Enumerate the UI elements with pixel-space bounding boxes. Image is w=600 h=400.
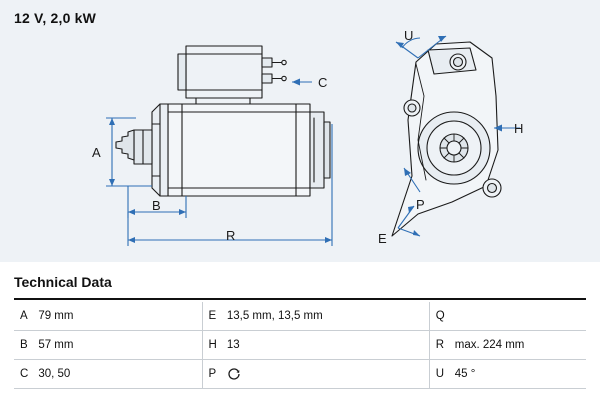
spec-value: 45 ° — [449, 360, 586, 389]
dim-label-C: C — [318, 75, 328, 90]
heading-divider — [14, 298, 586, 300]
spec-key: C — [14, 360, 32, 389]
dim-label-H: H — [514, 121, 524, 136]
table-row — [14, 302, 586, 331]
table-row — [14, 331, 586, 360]
spec-key: B — [14, 331, 32, 360]
technical-data-heading: Technical Data — [14, 274, 112, 290]
spec-value: 13 — [221, 331, 429, 360]
spec-value: 57 mm — [32, 331, 202, 360]
spec-key: R — [429, 331, 448, 360]
spec-key: E — [202, 302, 221, 331]
spec-value: 79 mm — [32, 302, 202, 331]
table-row — [14, 360, 586, 389]
spec-value: 30, 50 — [32, 360, 202, 389]
rotation-cw-icon — [227, 367, 241, 381]
spec-value: max. 224 mm — [449, 331, 586, 360]
dim-label-B: B — [152, 198, 161, 213]
dim-label-A: A — [92, 145, 101, 160]
dim-label-R: R — [226, 228, 236, 243]
spec-value — [449, 302, 586, 331]
spec-value-rotation — [221, 360, 429, 389]
dim-label-P: P — [416, 197, 425, 212]
dim-label-U: U — [404, 28, 414, 43]
specs-table — [14, 302, 586, 389]
spec-key: U — [429, 360, 448, 389]
page-title: 12 V, 2,0 kW — [14, 10, 97, 26]
spec-key: A — [14, 302, 32, 331]
spec-key: H — [202, 331, 221, 360]
spec-value: 13,5 mm, 13,5 mm — [221, 302, 429, 331]
spec-key: Q — [429, 302, 448, 331]
spec-key: P — [202, 360, 221, 389]
dim-label-E: E — [378, 231, 387, 246]
technical-data-section — [0, 262, 600, 400]
